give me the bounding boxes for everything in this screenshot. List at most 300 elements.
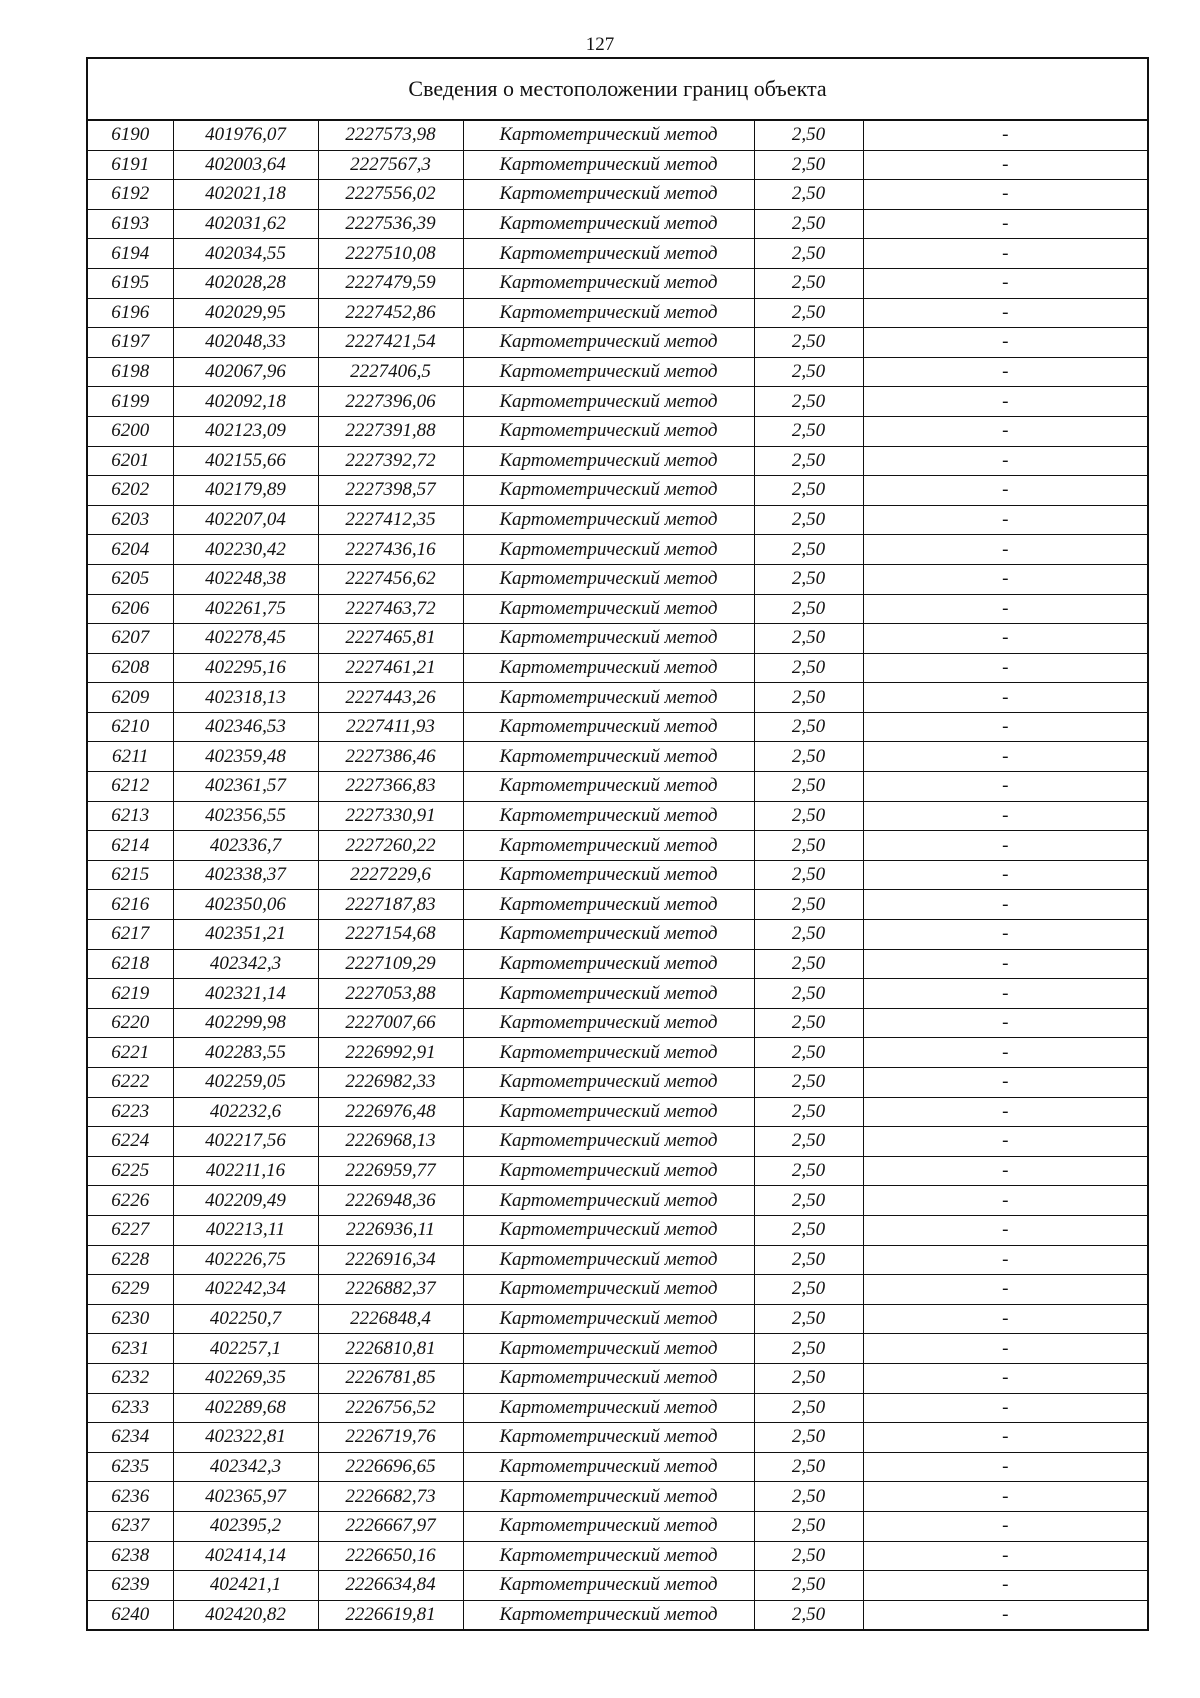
- accuracy-cell: 2,50: [754, 416, 863, 446]
- accuracy-cell: 2,50: [754, 653, 863, 683]
- table-row: [87, 890, 1148, 920]
- table-row: [87, 1334, 1148, 1364]
- accuracy-cell: 2,50: [754, 1363, 863, 1393]
- y-coordinate-cell: 2227398,57: [318, 476, 463, 506]
- y-coordinate-cell: 2226634,84: [318, 1571, 463, 1601]
- accuracy-cell: 2,50: [754, 505, 863, 535]
- y-coordinate-cell: 2227461,21: [318, 653, 463, 683]
- accuracy-cell: 2,50: [754, 920, 863, 950]
- table-row: [87, 683, 1148, 713]
- accuracy-cell: 2,50: [754, 535, 863, 565]
- x-coordinate-cell: 402230,42: [173, 535, 318, 565]
- description-cell: -: [863, 328, 1148, 358]
- boundary-coordinates-table: [86, 57, 1149, 1631]
- y-coordinate-cell: 2227567,3: [318, 150, 463, 180]
- point-number-cell: 6227: [87, 1215, 173, 1245]
- accuracy-cell: 2,50: [754, 1068, 863, 1098]
- table-row: [87, 594, 1148, 624]
- method-cell: Картометрический метод: [463, 594, 754, 624]
- description-cell: -: [863, 831, 1148, 861]
- x-coordinate-cell: 402359,48: [173, 742, 318, 772]
- description-cell: -: [863, 298, 1148, 328]
- x-coordinate-cell: 402232,6: [173, 1097, 318, 1127]
- x-coordinate-cell: 402048,33: [173, 328, 318, 358]
- description-cell: -: [863, 209, 1148, 239]
- point-number-cell: 6230: [87, 1304, 173, 1334]
- accuracy-cell: 2,50: [754, 712, 863, 742]
- y-coordinate-cell: 2227421,54: [318, 328, 463, 358]
- description-cell: -: [863, 949, 1148, 979]
- point-number-cell: 6197: [87, 328, 173, 358]
- table-row: [87, 772, 1148, 802]
- table-row: [87, 1068, 1148, 1098]
- accuracy-cell: 2,50: [754, 979, 863, 1009]
- method-cell: Картометрический метод: [463, 742, 754, 772]
- table-row: [87, 1275, 1148, 1305]
- accuracy-cell: 2,50: [754, 1245, 863, 1275]
- y-coordinate-cell: 2227260,22: [318, 831, 463, 861]
- accuracy-cell: 2,50: [754, 446, 863, 476]
- accuracy-cell: 2,50: [754, 1423, 863, 1453]
- table-row: [87, 180, 1148, 210]
- x-coordinate-cell: 402350,06: [173, 890, 318, 920]
- table-row: [87, 150, 1148, 180]
- y-coordinate-cell: 2227452,86: [318, 298, 463, 328]
- y-coordinate-cell: 2226781,85: [318, 1363, 463, 1393]
- method-cell: Картометрический метод: [463, 979, 754, 1009]
- y-coordinate-cell: 2226968,13: [318, 1127, 463, 1157]
- table-row: [87, 1600, 1148, 1630]
- point-number-cell: 6229: [87, 1275, 173, 1305]
- description-cell: -: [863, 1600, 1148, 1630]
- y-coordinate-cell: 2226650,16: [318, 1541, 463, 1571]
- x-coordinate-cell: 402336,7: [173, 831, 318, 861]
- y-coordinate-cell: 2226982,33: [318, 1068, 463, 1098]
- description-cell: -: [863, 1156, 1148, 1186]
- x-coordinate-cell: 402365,97: [173, 1482, 318, 1512]
- x-coordinate-cell: 402217,56: [173, 1127, 318, 1157]
- y-coordinate-cell: 2226948,36: [318, 1186, 463, 1216]
- accuracy-cell: 2,50: [754, 890, 863, 920]
- x-coordinate-cell: 402067,96: [173, 357, 318, 387]
- method-cell: Картометрический метод: [463, 712, 754, 742]
- method-cell: Картометрический метод: [463, 772, 754, 802]
- description-cell: -: [863, 1127, 1148, 1157]
- table-row: [87, 416, 1148, 446]
- description-cell: -: [863, 1482, 1148, 1512]
- point-number-cell: 6218: [87, 949, 173, 979]
- x-coordinate-cell: 402318,13: [173, 683, 318, 713]
- method-cell: Картометрический метод: [463, 1423, 754, 1453]
- accuracy-cell: 2,50: [754, 209, 863, 239]
- y-coordinate-cell: 2227109,29: [318, 949, 463, 979]
- y-coordinate-cell: 2226696,65: [318, 1452, 463, 1482]
- description-cell: -: [863, 1245, 1148, 1275]
- x-coordinate-cell: 402031,62: [173, 209, 318, 239]
- table-row: [87, 742, 1148, 772]
- description-cell: -: [863, 446, 1148, 476]
- point-number-cell: 6234: [87, 1423, 173, 1453]
- x-coordinate-cell: 402321,14: [173, 979, 318, 1009]
- point-number-cell: 6205: [87, 564, 173, 594]
- table-row: [87, 357, 1148, 387]
- y-coordinate-cell: 2226959,77: [318, 1156, 463, 1186]
- description-cell: -: [863, 268, 1148, 298]
- x-coordinate-cell: 402322,81: [173, 1423, 318, 1453]
- x-coordinate-cell: 402261,75: [173, 594, 318, 624]
- method-cell: Картометрический метод: [463, 239, 754, 269]
- accuracy-cell: 2,50: [754, 298, 863, 328]
- method-cell: Картометрический метод: [463, 1334, 754, 1364]
- x-coordinate-cell: 402209,49: [173, 1186, 318, 1216]
- description-cell: -: [863, 239, 1148, 269]
- x-coordinate-cell: 402278,45: [173, 624, 318, 654]
- method-cell: Картометрический метод: [463, 268, 754, 298]
- accuracy-cell: 2,50: [754, 180, 863, 210]
- table-row: [87, 328, 1148, 358]
- method-cell: Картометрический метод: [463, 1008, 754, 1038]
- table-row: [87, 624, 1148, 654]
- description-cell: -: [863, 920, 1148, 950]
- method-cell: Картометрический метод: [463, 387, 754, 417]
- table-row: [87, 979, 1148, 1009]
- table-row: [87, 920, 1148, 950]
- table-row: [87, 1038, 1148, 1068]
- y-coordinate-cell: 2227391,88: [318, 416, 463, 446]
- accuracy-cell: 2,50: [754, 860, 863, 890]
- x-coordinate-cell: 402342,3: [173, 1452, 318, 1482]
- point-number-cell: 6217: [87, 920, 173, 950]
- x-coordinate-cell: 402207,04: [173, 505, 318, 535]
- accuracy-cell: 2,50: [754, 328, 863, 358]
- table-row: [87, 1127, 1148, 1157]
- method-cell: Картометрический метод: [463, 801, 754, 831]
- point-number-cell: 6201: [87, 446, 173, 476]
- point-number-cell: 6199: [87, 387, 173, 417]
- description-cell: -: [863, 1393, 1148, 1423]
- point-number-cell: 6220: [87, 1008, 173, 1038]
- accuracy-cell: 2,50: [754, 1215, 863, 1245]
- x-coordinate-cell: 402034,55: [173, 239, 318, 269]
- point-number-cell: 6223: [87, 1097, 173, 1127]
- y-coordinate-cell: 2226619,81: [318, 1600, 463, 1630]
- table-row: [87, 564, 1148, 594]
- table-row: [87, 1304, 1148, 1334]
- y-coordinate-cell: 2227536,39: [318, 209, 463, 239]
- y-coordinate-cell: 2226756,52: [318, 1393, 463, 1423]
- method-cell: Картометрический метод: [463, 535, 754, 565]
- table-row: [87, 1097, 1148, 1127]
- y-coordinate-cell: 2227406,5: [318, 357, 463, 387]
- y-coordinate-cell: 2227386,46: [318, 742, 463, 772]
- x-coordinate-cell: 402338,37: [173, 860, 318, 890]
- accuracy-cell: 2,50: [754, 1038, 863, 1068]
- description-cell: -: [863, 1423, 1148, 1453]
- accuracy-cell: 2,50: [754, 1393, 863, 1423]
- x-coordinate-cell: 402289,68: [173, 1393, 318, 1423]
- x-coordinate-cell: 402179,89: [173, 476, 318, 506]
- method-cell: Картометрический метод: [463, 1600, 754, 1630]
- accuracy-cell: 2,50: [754, 150, 863, 180]
- description-cell: -: [863, 594, 1148, 624]
- point-number-cell: 6207: [87, 624, 173, 654]
- description-cell: -: [863, 860, 1148, 890]
- method-cell: Картометрический метод: [463, 860, 754, 890]
- table-row: [87, 1215, 1148, 1245]
- point-number-cell: 6202: [87, 476, 173, 506]
- description-cell: -: [863, 979, 1148, 1009]
- accuracy-cell: 2,50: [754, 564, 863, 594]
- y-coordinate-cell: 2227366,83: [318, 772, 463, 802]
- x-coordinate-cell: 402248,38: [173, 564, 318, 594]
- x-coordinate-cell: 402414,14: [173, 1541, 318, 1571]
- y-coordinate-cell: 2227465,81: [318, 624, 463, 654]
- x-coordinate-cell: 402259,05: [173, 1068, 318, 1098]
- x-coordinate-cell: 402021,18: [173, 180, 318, 210]
- description-cell: -: [863, 1038, 1148, 1068]
- table-row: [87, 209, 1148, 239]
- point-number-cell: 6236: [87, 1482, 173, 1512]
- method-cell: Картометрический метод: [463, 180, 754, 210]
- accuracy-cell: 2,50: [754, 831, 863, 861]
- point-number-cell: 6222: [87, 1068, 173, 1098]
- description-cell: -: [863, 120, 1148, 150]
- y-coordinate-cell: 2227443,26: [318, 683, 463, 713]
- y-coordinate-cell: 2227007,66: [318, 1008, 463, 1038]
- description-cell: -: [863, 476, 1148, 506]
- point-number-cell: 6194: [87, 239, 173, 269]
- description-cell: -: [863, 712, 1148, 742]
- method-cell: Картометрический метод: [463, 653, 754, 683]
- x-coordinate-cell: 402361,57: [173, 772, 318, 802]
- y-coordinate-cell: 2226936,11: [318, 1215, 463, 1245]
- method-cell: Картометрический метод: [463, 1541, 754, 1571]
- point-number-cell: 6206: [87, 594, 173, 624]
- accuracy-cell: 2,50: [754, 1452, 863, 1482]
- point-number-cell: 6216: [87, 890, 173, 920]
- method-cell: Картометрический метод: [463, 298, 754, 328]
- description-cell: -: [863, 387, 1148, 417]
- x-coordinate-cell: 402003,64: [173, 150, 318, 180]
- y-coordinate-cell: 2227392,72: [318, 446, 463, 476]
- accuracy-cell: 2,50: [754, 1097, 863, 1127]
- accuracy-cell: 2,50: [754, 239, 863, 269]
- y-coordinate-cell: 2227330,91: [318, 801, 463, 831]
- table-row: [87, 239, 1148, 269]
- point-number-cell: 6192: [87, 180, 173, 210]
- description-cell: -: [863, 535, 1148, 565]
- description-cell: -: [863, 1363, 1148, 1393]
- table-row: [87, 387, 1148, 417]
- method-cell: Картометрический метод: [463, 120, 754, 150]
- table-row: [87, 860, 1148, 890]
- table-title-row: [87, 58, 1148, 120]
- y-coordinate-cell: 2226682,73: [318, 1482, 463, 1512]
- method-cell: Картометрический метод: [463, 949, 754, 979]
- method-cell: Картометрический метод: [463, 1215, 754, 1245]
- point-number-cell: 6238: [87, 1541, 173, 1571]
- y-coordinate-cell: 2227510,08: [318, 239, 463, 269]
- x-coordinate-cell: 402346,53: [173, 712, 318, 742]
- description-cell: -: [863, 1334, 1148, 1364]
- y-coordinate-cell: 2227411,93: [318, 712, 463, 742]
- point-number-cell: 6224: [87, 1127, 173, 1157]
- table-row: [87, 1423, 1148, 1453]
- x-coordinate-cell: 402155,66: [173, 446, 318, 476]
- x-coordinate-cell: 402213,11: [173, 1215, 318, 1245]
- y-coordinate-cell: 2226976,48: [318, 1097, 463, 1127]
- x-coordinate-cell: 402299,98: [173, 1008, 318, 1038]
- accuracy-cell: 2,50: [754, 624, 863, 654]
- description-cell: -: [863, 150, 1148, 180]
- accuracy-cell: 2,50: [754, 1156, 863, 1186]
- table-row: [87, 476, 1148, 506]
- table-row: [87, 1511, 1148, 1541]
- y-coordinate-cell: 2227456,62: [318, 564, 463, 594]
- point-number-cell: 6228: [87, 1245, 173, 1275]
- method-cell: Картометрический метод: [463, 920, 754, 950]
- y-coordinate-cell: 2227479,59: [318, 268, 463, 298]
- x-coordinate-cell: 402257,1: [173, 1334, 318, 1364]
- accuracy-cell: 2,50: [754, 1186, 863, 1216]
- table-row: [87, 1541, 1148, 1571]
- description-cell: -: [863, 683, 1148, 713]
- table-row: [87, 1393, 1148, 1423]
- point-number-cell: 6233: [87, 1393, 173, 1423]
- method-cell: Картометрический метод: [463, 1571, 754, 1601]
- method-cell: Картометрический метод: [463, 1097, 754, 1127]
- point-number-cell: 6196: [87, 298, 173, 328]
- point-number-cell: 6213: [87, 801, 173, 831]
- y-coordinate-cell: 2226719,76: [318, 1423, 463, 1453]
- x-coordinate-cell: 402226,75: [173, 1245, 318, 1275]
- table-row: [87, 298, 1148, 328]
- description-cell: -: [863, 1511, 1148, 1541]
- description-cell: -: [863, 1068, 1148, 1098]
- description-cell: -: [863, 890, 1148, 920]
- method-cell: Картометрический метод: [463, 831, 754, 861]
- y-coordinate-cell: 2227573,98: [318, 120, 463, 150]
- accuracy-cell: 2,50: [754, 742, 863, 772]
- point-number-cell: 6193: [87, 209, 173, 239]
- method-cell: Картометрический метод: [463, 446, 754, 476]
- method-cell: Картометрический метод: [463, 1245, 754, 1275]
- description-cell: -: [863, 1541, 1148, 1571]
- y-coordinate-cell: 2226882,37: [318, 1275, 463, 1305]
- table-row: [87, 1363, 1148, 1393]
- point-number-cell: 6231: [87, 1334, 173, 1364]
- y-coordinate-cell: 2227154,68: [318, 920, 463, 950]
- x-coordinate-cell: 402242,34: [173, 1275, 318, 1305]
- method-cell: Картометрический метод: [463, 476, 754, 506]
- method-cell: Картометрический метод: [463, 624, 754, 654]
- table-row: [87, 1452, 1148, 1482]
- method-cell: Картометрический метод: [463, 150, 754, 180]
- table-row: [87, 1571, 1148, 1601]
- y-coordinate-cell: 2226848,4: [318, 1304, 463, 1334]
- point-number-cell: 6208: [87, 653, 173, 683]
- accuracy-cell: 2,50: [754, 1008, 863, 1038]
- method-cell: Картометрический метод: [463, 1452, 754, 1482]
- method-cell: Картометрический метод: [463, 1186, 754, 1216]
- x-coordinate-cell: 402250,7: [173, 1304, 318, 1334]
- point-number-cell: 6209: [87, 683, 173, 713]
- x-coordinate-cell: 402092,18: [173, 387, 318, 417]
- table-row: [87, 120, 1148, 150]
- page-number: 127: [585, 34, 615, 55]
- table-body: [87, 58, 1148, 1630]
- x-coordinate-cell: 402395,2: [173, 1511, 318, 1541]
- method-cell: Картометрический метод: [463, 1304, 754, 1334]
- point-number-cell: 6237: [87, 1511, 173, 1541]
- table-row: [87, 1186, 1148, 1216]
- x-coordinate-cell: 402351,21: [173, 920, 318, 950]
- method-cell: Картометрический метод: [463, 1363, 754, 1393]
- table-row: [87, 949, 1148, 979]
- accuracy-cell: 2,50: [754, 476, 863, 506]
- x-coordinate-cell: 402028,28: [173, 268, 318, 298]
- description-cell: -: [863, 1008, 1148, 1038]
- description-cell: -: [863, 1186, 1148, 1216]
- description-cell: -: [863, 505, 1148, 535]
- point-number-cell: 6191: [87, 150, 173, 180]
- method-cell: Картометрический метод: [463, 564, 754, 594]
- point-number-cell: 6214: [87, 831, 173, 861]
- point-number-cell: 6203: [87, 505, 173, 535]
- point-number-cell: 6200: [87, 416, 173, 446]
- point-number-cell: 6198: [87, 357, 173, 387]
- table-row: [87, 446, 1148, 476]
- method-cell: Картометрический метод: [463, 328, 754, 358]
- y-coordinate-cell: 2227053,88: [318, 979, 463, 1009]
- table-row: [87, 801, 1148, 831]
- accuracy-cell: 2,50: [754, 120, 863, 150]
- point-number-cell: 6221: [87, 1038, 173, 1068]
- y-coordinate-cell: 2226810,81: [318, 1334, 463, 1364]
- table-row: [87, 1245, 1148, 1275]
- accuracy-cell: 2,50: [754, 387, 863, 417]
- y-coordinate-cell: 2227396,06: [318, 387, 463, 417]
- table-row: [87, 268, 1148, 298]
- description-cell: -: [863, 416, 1148, 446]
- description-cell: -: [863, 1275, 1148, 1305]
- table-row: [87, 831, 1148, 861]
- x-coordinate-cell: 401976,07: [173, 120, 318, 150]
- description-cell: -: [863, 772, 1148, 802]
- x-coordinate-cell: 402356,55: [173, 801, 318, 831]
- accuracy-cell: 2,50: [754, 772, 863, 802]
- table-row: [87, 1008, 1148, 1038]
- table-row: [87, 653, 1148, 683]
- y-coordinate-cell: 2227556,02: [318, 180, 463, 210]
- accuracy-cell: 2,50: [754, 1127, 863, 1157]
- y-coordinate-cell: 2227229,6: [318, 860, 463, 890]
- accuracy-cell: 2,50: [754, 1541, 863, 1571]
- point-number-cell: 6225: [87, 1156, 173, 1186]
- accuracy-cell: 2,50: [754, 357, 863, 387]
- y-coordinate-cell: 2226992,91: [318, 1038, 463, 1068]
- point-number-cell: 6232: [87, 1363, 173, 1393]
- method-cell: Картометрический метод: [463, 505, 754, 535]
- table-title: Сведения о местоположении границ объекта: [87, 58, 1148, 120]
- method-cell: Картометрический метод: [463, 890, 754, 920]
- accuracy-cell: 2,50: [754, 1571, 863, 1601]
- point-number-cell: 6195: [87, 268, 173, 298]
- method-cell: Картометрический метод: [463, 1156, 754, 1186]
- method-cell: Картометрический метод: [463, 683, 754, 713]
- point-number-cell: 6235: [87, 1452, 173, 1482]
- x-coordinate-cell: 402295,16: [173, 653, 318, 683]
